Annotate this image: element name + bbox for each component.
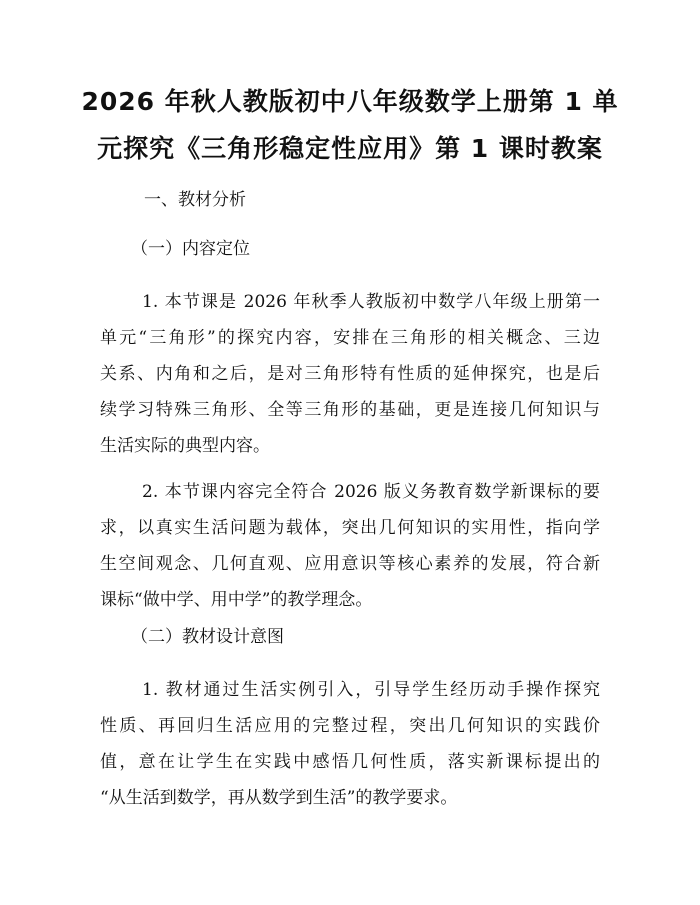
paragraph-3-line: 1. 教材通过生活实例引入，引导学生经历动手操作探究 xyxy=(142,680,600,700)
paragraph-2-line: 2. 本节课内容完全符合 2026 版义务教育数学新课标的要 xyxy=(142,482,600,502)
paragraph-1-line: 生活实际的典型内容。 xyxy=(100,436,270,456)
document-title-line-1: 2026 年秋人教版初中八年级数学上册第 1 单 xyxy=(81,87,619,116)
document-title-line-2: 元探究《三角形稳定性应用》第 1 课时教案 xyxy=(97,134,603,163)
paragraph-3-line: 值，意在让学生在实践中感悟几何性质，落实新课标提出的 xyxy=(100,752,600,772)
paragraph-2-line: 课标“做中学、用中学”的教学理念。 xyxy=(100,590,373,610)
paragraph-1 xyxy=(100,284,600,464)
paragraph-1-line: 单元“三角形”的探究内容，安排在三角形的相关概念、三边 xyxy=(100,328,600,348)
paragraph-1-line: 1. 本节课是 2026 年秋季人教版初中数学八年级上册第一 xyxy=(142,292,600,312)
paragraph-1-line: 关系、内角和之后，是对三角形特有性质的延伸探究，也是后 xyxy=(100,364,600,384)
paragraph-2-line: 求，以真实生活问题为载体，突出几何知识的实用性，指向学 xyxy=(100,518,600,538)
subsection-heading-design-intent: （二）教材设计意图 xyxy=(131,627,284,647)
section-heading-textbook-analysis: 一、教材分析 xyxy=(144,190,246,210)
paragraph-3 xyxy=(100,672,600,816)
paragraph-3-line: “从生活到数学，再从数学到生活”的教学要求。 xyxy=(100,788,458,808)
paragraph-1-line: 续学习特殊三角形、全等三角形的基础，更是连接几何知识与 xyxy=(100,400,600,420)
paragraph-2-line: 生空间观念、几何直观、应用意识等核心素养的发展，符合新 xyxy=(100,554,600,574)
subsection-heading-content-positioning: （一）内容定位 xyxy=(131,239,250,259)
paragraph-3-line: 性质、再回归生活应用的完整过程，突出几何知识的实践价 xyxy=(100,716,600,736)
paragraph-2 xyxy=(100,474,600,618)
